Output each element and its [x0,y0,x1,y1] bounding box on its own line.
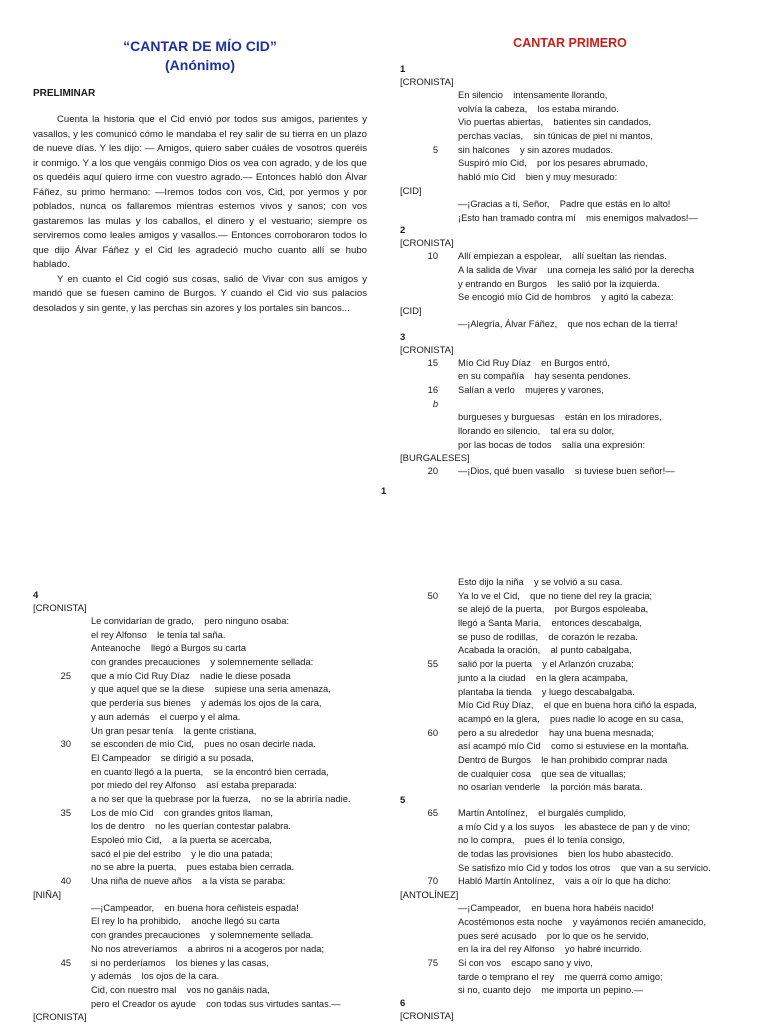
verse-text: de todas las provisiones bien los hubo abastecido. [458,849,674,860]
verse-text: Si con vos escapo sano y vivo, [458,957,593,968]
verse-line [400,157,760,171]
verse-line [33,820,378,834]
verse-line [33,943,378,957]
line-number: 65 [427,808,438,818]
verse-line [33,984,378,998]
verse-line [400,384,760,398]
verse-text: si no, cuanto dejo me importa un pepino.— [458,985,644,996]
verse-text: con grandes precauciones y solemnemente sellada: [91,657,314,668]
speaker-label: [CRONISTA] [400,77,454,88]
verse-text: y que aquel que se la diese supiese una seria amenaza, [91,684,331,695]
verse-line [33,998,378,1012]
line-number: 50 [427,590,438,601]
section-number: 1 [400,64,406,75]
verse-line [400,943,760,957]
verse-text: se esconden de mío Cid, pues no osan decirle nada. [91,739,316,750]
preliminar-paragraph: Y en cuanto el Cid cogió sus cosas, salió de Vivar con sus amigos y mandó que se fuesen camino de Burgos. Y cuando el Cid vio sus palacios desolados y sin gente, y las perchas sin azores y los portales sin bancos... [33,273,367,314]
verse-text: por miedo del rey Alfonso así estaba preparada: [91,780,297,791]
verse-text: por las bocas de todos salía una expresión: [458,439,646,450]
verse-text: volvía la cabeza, los estaba mirando. [458,103,619,114]
verse-text: llorando en silencio, tal era su dolor, [458,426,615,437]
verse-text: pero el Creador os ayude con todas sus virtudes santas.— [91,998,341,1009]
line-number: 75 [427,957,438,968]
verse-text: así acampó mío Cid como si estuviese en la montaña. [458,741,689,752]
verse-line [400,278,760,292]
verse-text: que perdería sus bienes y además los ojos de la cara, [91,698,322,709]
verse-line [400,116,760,130]
verse-text: y entrando en Burgos les salió por la izquierda. [458,278,660,289]
verse-text: Acabada la oración, al punto cabalgaba, [458,645,632,656]
verse-line [400,957,760,971]
verse-text: —¡Gracias a ti, Señor, Padre que estás en lo alto! [458,198,671,209]
verse-text: los de dentro no les querían contestar palabra. [91,821,292,832]
verse-line [400,576,760,590]
verse-text: pero a su alrededor hay una buena mesnada; [458,727,654,738]
verse-text: Un gran pesar tenía la gente cristiana, [91,725,257,736]
speaker-label: [CRONISTA] [33,1012,87,1024]
verse-line [400,971,760,985]
preliminar-heading: PRELIMINAR [33,88,96,99]
verse-text: Esto dijo la niña y se volvió a su casa. [458,577,623,587]
verse-text: Martín Antolínez, el burgalés cumplido, [458,808,626,818]
verse-line [33,861,378,875]
verse-text: junto a la ciudad en la glera acampaba, [458,672,629,683]
verse-line [400,130,760,144]
verse-text: pues seré acusado por lo que os he servido, [458,930,649,941]
verse-line [400,398,760,412]
line-number: 25 [60,670,71,681]
verse-text: burgueses y burguesas están en los miradores, [458,412,662,423]
page-subtitle: (Anónimo) [165,57,235,73]
verse-text: no osarían venderle la porción más barata. [458,782,643,793]
line-number: 40 [60,876,71,887]
line-number: 35 [60,807,71,818]
verse-line [400,171,760,185]
verse-line [400,902,760,916]
line-number: 60 [427,727,438,738]
line-number: 30 [60,739,71,750]
verse-line [400,590,760,604]
verse-line [400,103,760,117]
verse-line [400,699,760,713]
verse-line [33,738,378,752]
section-number: 6 [400,997,406,1009]
verse-line [400,439,760,453]
verse-line [400,370,760,384]
verse-column-right-top [400,64,760,479]
verse-text: El Campeador se dirigió a su posada, [91,752,254,763]
verse-line [33,957,378,971]
verse-line [33,683,378,697]
preliminar-text [33,113,367,316]
verse-text: Se encogió mío Cid de hombros y agitó la cabeza: [458,292,674,303]
verse-text: Ya lo ve el Cid, que no tiene del rey la gracia; [458,590,653,601]
speaker-label: [NIÑA] [33,889,61,901]
verse-line [400,807,760,821]
verse-line [400,713,760,727]
section-number: 5 [400,795,406,806]
verse-text: Una niña de nueve años a la vista se paraba: [91,876,286,887]
verse-text: Allí empiezan a espolear, allí sueltan las riendas. [458,251,667,262]
verse-line [33,766,378,780]
verse-text: habló mío Cid bien y muy mesurado: [458,172,618,183]
verse-line [400,875,760,889]
verse-text: llegó a Santa María, entonces descabalga, [458,618,642,629]
speaker-label: [CRONISTA] [33,603,87,614]
verse-line [400,658,760,672]
verse-line [33,970,378,984]
verse-text: Vio puertas abiertas, batientes sin candados, [458,117,652,128]
verse-line [400,686,760,700]
verse-text: Dentro de Burgos le han prohibido comprar nada [458,754,668,765]
verse-line [33,793,378,807]
verse-line [400,781,760,795]
line-number: 15 [427,357,438,368]
section-number: 4 [33,590,39,601]
line-number: 55 [427,659,438,670]
verse-text: —¡Alegría, Álvar Fáñez, que nos echan de la tierra! [458,318,678,329]
verse-text: Los de mío Cid con grandes gritos llaman, [91,807,273,818]
verse-line [400,144,760,158]
verse-text: no se abre la puerta, pues estaba bien cerrada. [91,862,295,873]
verse-line [33,656,378,670]
verse-column-left-bottom [33,590,378,1024]
verse-text: se puso de rodillas, de corazón le rezaba. [458,631,638,642]
page-number: 1 [381,486,387,497]
verse-line [33,902,378,916]
verse-line [33,834,378,848]
verse-line [33,875,378,889]
verse-text: que a mío Cid Ruy Díaz nadie le diese posada [91,670,291,681]
verse-text: ¡Esto han tramado contra mí mis enemigos malvados!— [458,212,698,223]
verse-text: se alejó de la puerta, por Burgos espoleaba, [458,604,649,615]
verse-line [400,834,760,848]
verse-text: tarde o temprano el rey me querrá como amigo; [458,971,663,982]
line-number: 10 [427,251,438,262]
verse-text: en la ira del rey Alfonso yo habré incurrido. [458,944,642,955]
verse-line [33,779,378,793]
verse-text: Le convidarían de grado, pero ninguno osaba: [91,616,289,626]
line-number: 45 [60,957,71,968]
verse-line [400,740,760,754]
verse-text: y además los ojos de la cara. [91,971,220,982]
verse-text: salió por la puerta y el Arlanzón cruzaba; [458,659,634,670]
verse-text: En silencio intensamente llorando, [458,90,608,100]
verse-text: Espoleó mío Cid, a la puerta se acercaba, [91,835,272,845]
verse-line [400,425,760,439]
line-number: 20 [427,466,438,477]
verse-line [400,198,760,212]
verse-line [400,89,760,103]
verse-line [33,807,378,821]
verse-line [33,642,378,656]
verse-text: si no perderíamos los bienes y las casas, [91,957,269,968]
verse-text: Anteanoche llegó a Burgos su carta [91,643,247,654]
verse-line [33,725,378,739]
verse-line [400,357,760,371]
verse-line [400,984,760,998]
verse-line [400,768,760,782]
section-number: 3 [400,331,406,343]
verse-line [400,465,760,479]
verse-line [33,670,378,684]
verse-text: acampó en la glera, pues nadie lo acoge en su casa, [458,713,684,724]
verse-text: en cuanto llegó a la puerta, se la encontró bien cerrada, [91,766,329,777]
verse-text: no lo compra, pues él lo tenía consigo, [458,835,625,846]
verse-text: plantaba la tienda y luego descabalgaba. [458,686,635,697]
verse-text: Salían a verlo mujeres y varones, [458,385,604,395]
verse-line [400,631,760,645]
verse-line [400,250,760,264]
speaker-label: [CID] [400,185,422,197]
speaker-label: [BURGALESES] [400,453,470,465]
verse-line [33,929,378,943]
verse-line [400,848,760,862]
verse-line [33,615,378,629]
verse-line [400,672,760,686]
verse-line [33,848,378,862]
verse-line [400,821,760,835]
verse-text: perchas vacías, sin túnicas de piel ni mantos, [458,131,653,142]
line-number: 5 [432,144,438,155]
verse-text: A la salida de Vivar una corneja les salió por la derecha [458,264,695,275]
verse-line [400,212,760,226]
verse-text: en su compañía hay sesenta pendones. [458,371,631,382]
verse-text: Cid, con nuestro mal vos no ganáis nada, [91,984,270,995]
verse-text: sacó el pie del estribo y le dio una patada; [91,848,273,859]
verse-text: con grandes precauciones y solemnemente sellada. [91,930,314,941]
verse-text: —¡Dios, qué buen vasallo si tuviese buen señor!— [458,466,675,477]
verse-text: sin halcones y sin azores mudados. [458,144,614,155]
verse-text: a no ser que la quebrase por la fuerza, no se la abriría nadie. [91,793,351,804]
verse-line [400,930,760,944]
line-number: 70 [427,876,438,887]
verse-line [400,617,760,631]
verse-text: Mío Cid Ruy Díaz, el que en buena hora ciñó la espada, [458,700,697,711]
preliminar-paragraph: Cuenta la historia que el Cid envió por todos sus amigos, parientes y vasallos, y les comunicó cómo le mandaba el rey salir de su tierra en un plazo de nueve días. Y les dijo: — Amigos, quiero saber cuáles de vosotros queréis ir conmigo. Y a los que vengáis conmigo Dios os vea con agrado, y de los que os quedéis aquí quiero irme con vuestro agrado.— Entonces habló don Álvar Fáñez, su primo hermano: —Iremos todos con vos, Cid, por yermos y por poblados, nunca os fallaremos mientras estemos vivos y sanos; con vos gastaremos las mulas y los caballos, el dinero y el vestuario; siempre os serviremos como leales amigos y vasallos.— Entonces corroboraron todos lo que dijo Álvar Fáñez y el Cid les agradeció mucho cuanto allí se hubo hablado. [33,114,367,270]
verse-text: El rey lo ha prohibido, anoche llegó su carta [91,916,280,927]
verse-text: Habló Martín Antolínez, vais a oír lo que ha dicho: [458,876,671,887]
line-number: b [432,398,438,409]
verse-text: Se satisfizo mío Cid y todos los otros que van a su servicio. [458,862,711,873]
verse-text: —¡Campeador, en buena hora ceñisteis espada! [91,902,299,913]
verse-text: a mío Cid y a los suyos les abastece de pan y de vino; [458,821,691,832]
verse-column-right-bottom [400,576,760,1023]
verse-text: —¡Campeador, en buena hora habéis nacido! [458,903,654,914]
page-title: “CANTAR DE MÍO CID” [123,38,277,54]
verse-text: de cualquier cosa que sea de vituallas; [458,768,626,779]
verse-line [400,916,760,930]
verse-line [33,915,378,929]
speaker-label: [CRONISTA] [400,1010,454,1022]
line-number: 16 [427,385,438,395]
verse-line [400,644,760,658]
verse-line [400,603,760,617]
verse-line [400,727,760,741]
verse-line [33,752,378,766]
cantar-heading: CANTAR PRIMERO [513,36,627,50]
verse-line [400,318,760,332]
verse-line [400,862,760,876]
verse-line [400,411,760,425]
verse-text: el rey Alfonso le tenía tal saña. [91,629,226,640]
verse-line [400,754,760,768]
verse-text: Acostémonos esta noche y vayámonos recién amanecido, [458,916,707,927]
section-number: 2 [400,225,406,237]
verse-text: No nos atreveríamos a abriros ni a acogeros por nada; [91,943,325,954]
verse-line [33,711,378,725]
verse-line [400,264,760,278]
verse-line [400,291,760,305]
speaker-label: [CID] [400,305,422,317]
verse-text: y aun además el cuerpo y el alma. [91,711,241,722]
verse-text: Suspiró mío Cid, por los pesares abrumado, [458,158,648,169]
verse-text: Mío Cid Ruy Díaz en Burgos entró, [458,357,610,368]
verse-line [33,629,378,643]
verse-line [33,697,378,711]
speaker-label: [ANTOLÍNEZ] [400,890,459,902]
speaker-label: [CRONISTA] [400,238,454,250]
speaker-label: [CRONISTA] [400,344,454,356]
